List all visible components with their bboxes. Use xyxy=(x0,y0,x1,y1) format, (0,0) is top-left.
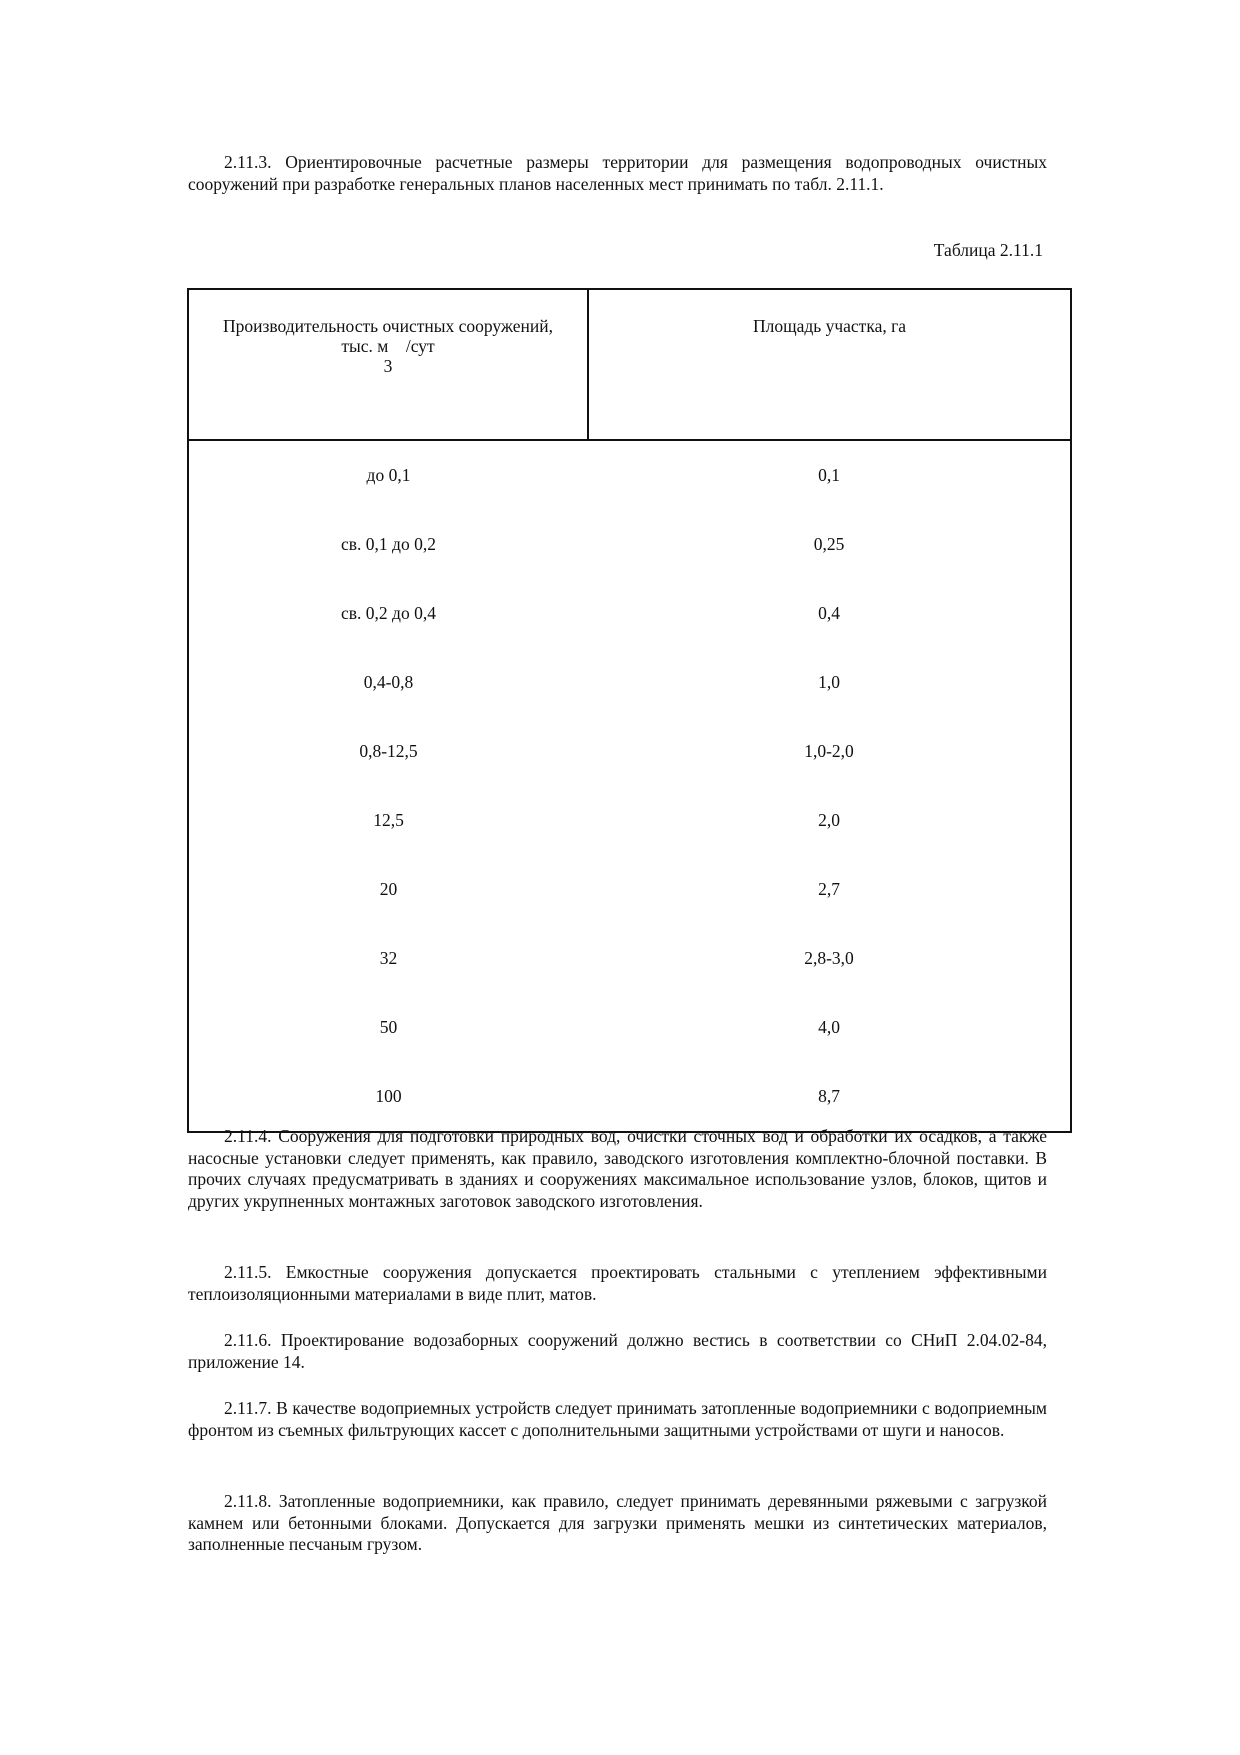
cell-capacity: до 0,1 xyxy=(188,440,588,510)
table-row xyxy=(188,786,1071,855)
cell-capacity: св. 0,1 до 0,2 xyxy=(188,510,588,579)
cell-area: 2,7 xyxy=(588,855,1071,924)
paragraph-2-11-8: 2.11.8. Затопленные водоприемники, как правило, следует принимать деревянными ряжевыми с загрузкой камнем или бетонными блоками. Допускается для загрузки применять мешки из синтетических материалов, заполненные песчаным грузом. xyxy=(188,1491,1047,1555)
header-capacity-line1: Производительность очистных сооружений, xyxy=(222,316,554,336)
paragraph-2-11-6: 2.11.6. Проектирование водозаборных сооружений должно вестись в соответствии со СНиП 2.04.02-84, приложение 14. xyxy=(188,1330,1047,1372)
cell-area: 0,4 xyxy=(588,579,1071,648)
cell-area: 1,0-2,0 xyxy=(588,717,1071,786)
cell-capacity: 20 xyxy=(188,855,588,924)
cell-area: 8,7 xyxy=(588,1062,1071,1132)
paragraph-2-11-7: 2.11.7. В качестве водоприемных устройств следует принимать затопленные водоприемники с водоприемным фронтом из съемных фильтрующих кассет с дополнительными защитными устройствами от шуги и наносов. xyxy=(188,1398,1047,1440)
cell-area: 2,0 xyxy=(588,786,1071,855)
area-table xyxy=(187,288,1072,1133)
table-row xyxy=(188,1062,1071,1132)
cell-area: 0,1 xyxy=(588,440,1071,510)
table-row xyxy=(188,993,1071,1062)
table-row xyxy=(188,855,1071,924)
header-capacity-unit-exponent: 3 xyxy=(383,356,393,376)
table-caption: Таблица 2.11.1 xyxy=(933,240,1043,260)
cell-capacity: 100 xyxy=(188,1062,588,1132)
cell-capacity: 0,8-12,5 xyxy=(188,717,588,786)
table-row xyxy=(188,440,1071,510)
table-row xyxy=(188,510,1071,579)
cell-area: 1,0 xyxy=(588,648,1071,717)
table-row xyxy=(188,648,1071,717)
paragraph-2-11-4: 2.11.4. Сооружения для подготовки природных вод, очистки сточных вод и обработки их осадков, а также насосные установки следует применять, как правило, заводского изготовления комплектно-блочной поставки. В прочих случаях предусматривать в зданиях и сооружениях максимальное использование узлов, блоков, щитов и других укрупненных монтажных заготовок заводского изготовления. xyxy=(188,1126,1047,1211)
cell-area: 0,25 xyxy=(588,510,1071,579)
table-row xyxy=(188,579,1071,648)
table-row xyxy=(188,924,1071,993)
cell-capacity: 50 xyxy=(188,993,588,1062)
paragraph-2-11-5: 2.11.5. Емкостные сооружения допускается проектировать стальными с утеплением эффективными теплоизоляционными материалами в виде плит, матов. xyxy=(188,1262,1047,1304)
cell-area: 4,0 xyxy=(588,993,1071,1062)
table-header-row xyxy=(188,289,1071,440)
table-row xyxy=(188,717,1071,786)
cell-capacity: 0,4-0,8 xyxy=(188,648,588,717)
header-capacity xyxy=(188,289,588,440)
cell-capacity: 12,5 xyxy=(188,786,588,855)
cell-capacity: св. 0,2 до 0,4 xyxy=(188,579,588,648)
header-area: Площадь участка, га xyxy=(588,289,1071,440)
cell-area: 2,8-3,0 xyxy=(588,924,1071,993)
cell-capacity: 32 xyxy=(188,924,588,993)
paragraph-2-11-3: 2.11.3. Ориентировочные расчетные размеры территории для размещения водопроводных очистных сооружений при разработке генеральных планов населенных мест принимать по табл. 2.11.1. xyxy=(188,152,1047,194)
header-capacity-line2: тыс. м /сут xyxy=(341,336,435,356)
